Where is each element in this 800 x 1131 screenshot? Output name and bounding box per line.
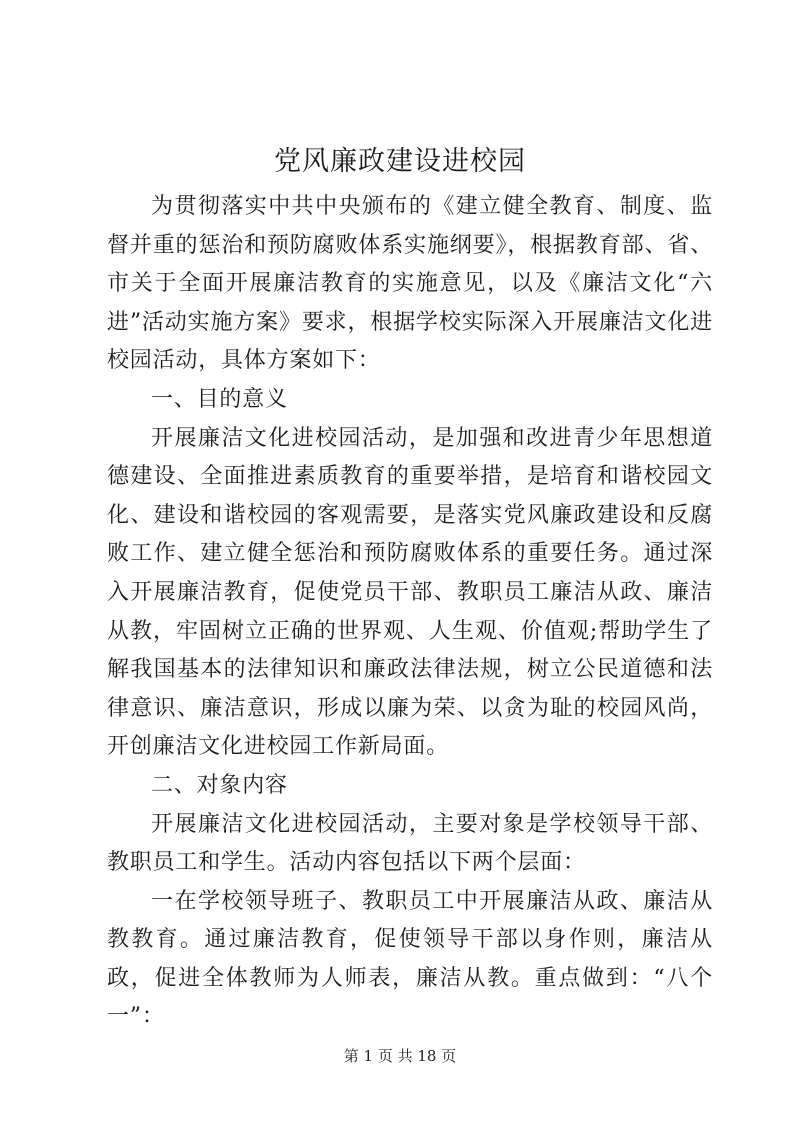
section-heading-purpose: 一、目的意义 (151, 386, 288, 412)
section-heading-scope: 二、对象内容 (151, 772, 288, 798)
document-body (107, 188, 713, 1037)
page-number-footer: 第 1 页 共 18 页 (343, 1047, 457, 1065)
scope-paragraph: 开展廉洁文化进校园活动，主要对象是学校领导干部、教职员工和学生。活动内容包括以下两个层面： (107, 811, 713, 876)
content-paragraph: 一在学校领导班子、教职员工中开展廉洁从政、廉洁从教教育。通过廉洁教育，促使领导干部以身作则，廉洁从政，促进全体教师为人师表，廉洁从教。重点做到：“八个一”： (107, 888, 713, 1030)
intro-paragraph: 为贯彻落实中共中央颁布的《建立健全教育、制度、监督并重的惩治和预防腐败体系实施纲要》，根据教育部、省、市关于全面开展廉洁教育的实施意见，以及《廉洁文化“六进”活动实施方案》要求，根据学校实际深入开展廉洁文化进校园活动，具体方案如下： (107, 194, 713, 374)
purpose-paragraph: 开展廉洁文化进校园活动，是加强和改进青少年思想道德建设、全面推进素质教育的重要举措，是培育和谐校园文化、建设和谐校园的客观需要，是落实党风廉政建设和反腐败工作、建立健全惩治和预防腐败体系的重要任务。通过深入开展廉洁教育，促使党员干部、教职员工廉洁从政、廉洁从教，牢固树立正确的世界观、人生观、价值观;帮助学生了解我国基本的法律知识和廉政法律法规，树立公民道德和法律意识、廉洁意识，形成以廉为荣、以贪为耻的校园风尚，开创廉洁文化进校园工作新局面。 (107, 425, 713, 760)
document-title: 党风廉政建设进校园 (274, 146, 526, 177)
